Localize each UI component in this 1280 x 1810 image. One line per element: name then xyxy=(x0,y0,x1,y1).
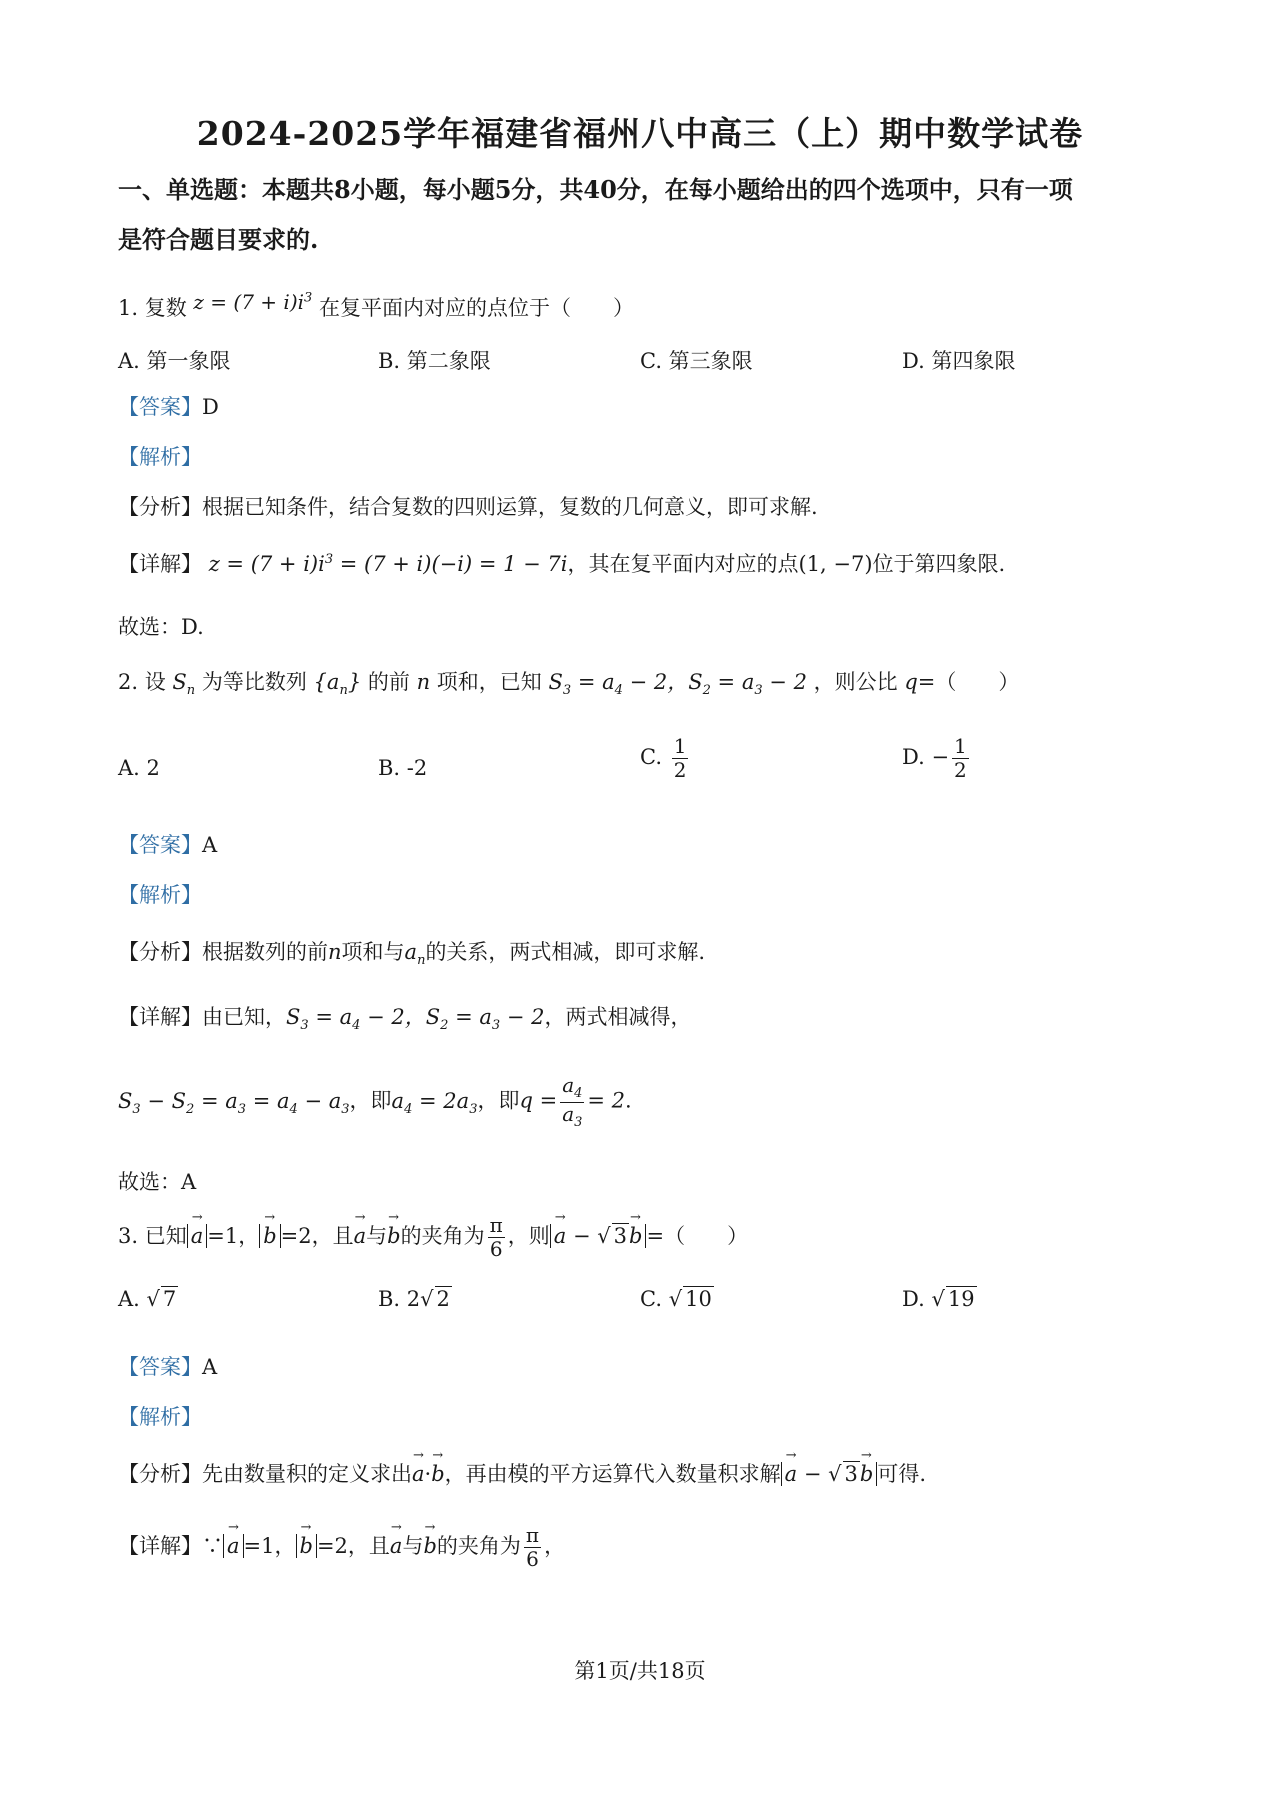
q2-fenxi: 【分析】根据数列的前n项和与$a_n$的关系，两式相减，即可求解. xyxy=(118,940,706,969)
q3-option-d: D. √ 19 xyxy=(902,1287,975,1311)
q2-detail: 【详解】由已知，$S_3 = a_4 - 2$，$S_2 = a_3 - 2$，两式相减得， xyxy=(118,1005,692,1034)
q3-fenxi: 【分析】先由数量积的定义求出→ a·→ b，再由模的平方运算代入数量积求解→ a − √ 3→ b 可得. xyxy=(118,1462,926,1487)
q1-answer: 【答案】D xyxy=(118,395,219,419)
q1-detail: 【详解】 $z = (7 + i)i^3 = (7 + i)(-i) = 1 - 7i$，其在复平面内对应的点(1, −7)位于第四象限. xyxy=(118,552,1006,576)
q3-analysis-label: 【解析】 xyxy=(118,1405,202,1429)
q3-option-a: A. √ 7 xyxy=(118,1287,177,1311)
q1-option-d: D. 第四象限 xyxy=(902,349,1016,373)
q3-detail: 【详解】∵→ a =1，→ b =2，且→ a与→ b的夹角为 $\frac{\pi}{6}$ ， xyxy=(118,1525,565,1570)
q2-analysis-label: 【解析】 xyxy=(118,883,202,907)
q3-option-b: B. 2√ 2 xyxy=(378,1287,450,1311)
q2-choose: 故选：A xyxy=(118,1170,197,1194)
q1-fenxi: 【分析】根据已知条件，结合复数的四则运算，复数的几何意义，即可求解. xyxy=(118,495,818,519)
section-heading-line2: 是符合题目要求的. xyxy=(118,225,319,254)
q2-option-c: C. $\frac{1}{2}$ xyxy=(640,734,687,782)
q1-choose: 故选：D. xyxy=(118,615,204,639)
question-2-stem: 2. 设 $S_n$ 为等比数列 $\{a_n\}$ 的前 n 项和，已知 $S_3 = a_4 - 2$，$S_2 = a_3 - 2$ ，则公比 q=（ ） xyxy=(118,670,1020,699)
question-3-stem: 3. 已知→ a =1，→ b =2，且→ a与→ b的夹角为 $\frac{\pi}{6}$ ，则→ a − √ 3→ b =（ ） xyxy=(118,1215,748,1260)
exam-title: 2024-2025学年福建省福州八中高三（上）期中数学试卷 xyxy=(196,114,1084,153)
q3-option-c: C. √ 10 xyxy=(640,1287,712,1311)
q1-option-b: B. 第二象限 xyxy=(378,349,491,373)
q2-option-b: B. -2 xyxy=(378,756,428,780)
q1-analysis-label: 【解析】 xyxy=(118,445,202,469)
q1-option-a: A. 第一象限 xyxy=(118,349,231,373)
q1-option-c: C. 第三象限 xyxy=(640,349,753,373)
formula-z: $z = (7 + i)i^3$ xyxy=(193,290,313,314)
q2-derivation: $S_3 - S_2 = a_3 = a_4 - a_3$，即$a_4 = 2a_3$，即q = $\frac{a_4}{a_3}$ = 2. xyxy=(118,1073,632,1130)
section-heading-line1: 一、单选题：本题共8小题，每小题5分，共40分，在每小题给出的四个选项中，只有一项 xyxy=(118,175,1073,204)
q3-answer: 【答案】A xyxy=(118,1355,218,1379)
q2-option-a: A. 2 xyxy=(118,756,160,780)
question-1-stem: 1. 复数 $z = (7 + i)i^3$ 在复平面内对应的点位于（ ） xyxy=(118,290,634,320)
q2-answer: 【答案】A xyxy=(118,833,218,857)
q2-option-d: D. − $\frac{1}{2}$ xyxy=(902,734,967,782)
q1-detail-formula: $z = (7 + i)i^3 = (7 + i)(-i) = 1 - 7i$ xyxy=(208,552,568,576)
page-footer: 第1页/共18页 xyxy=(574,1659,706,1683)
